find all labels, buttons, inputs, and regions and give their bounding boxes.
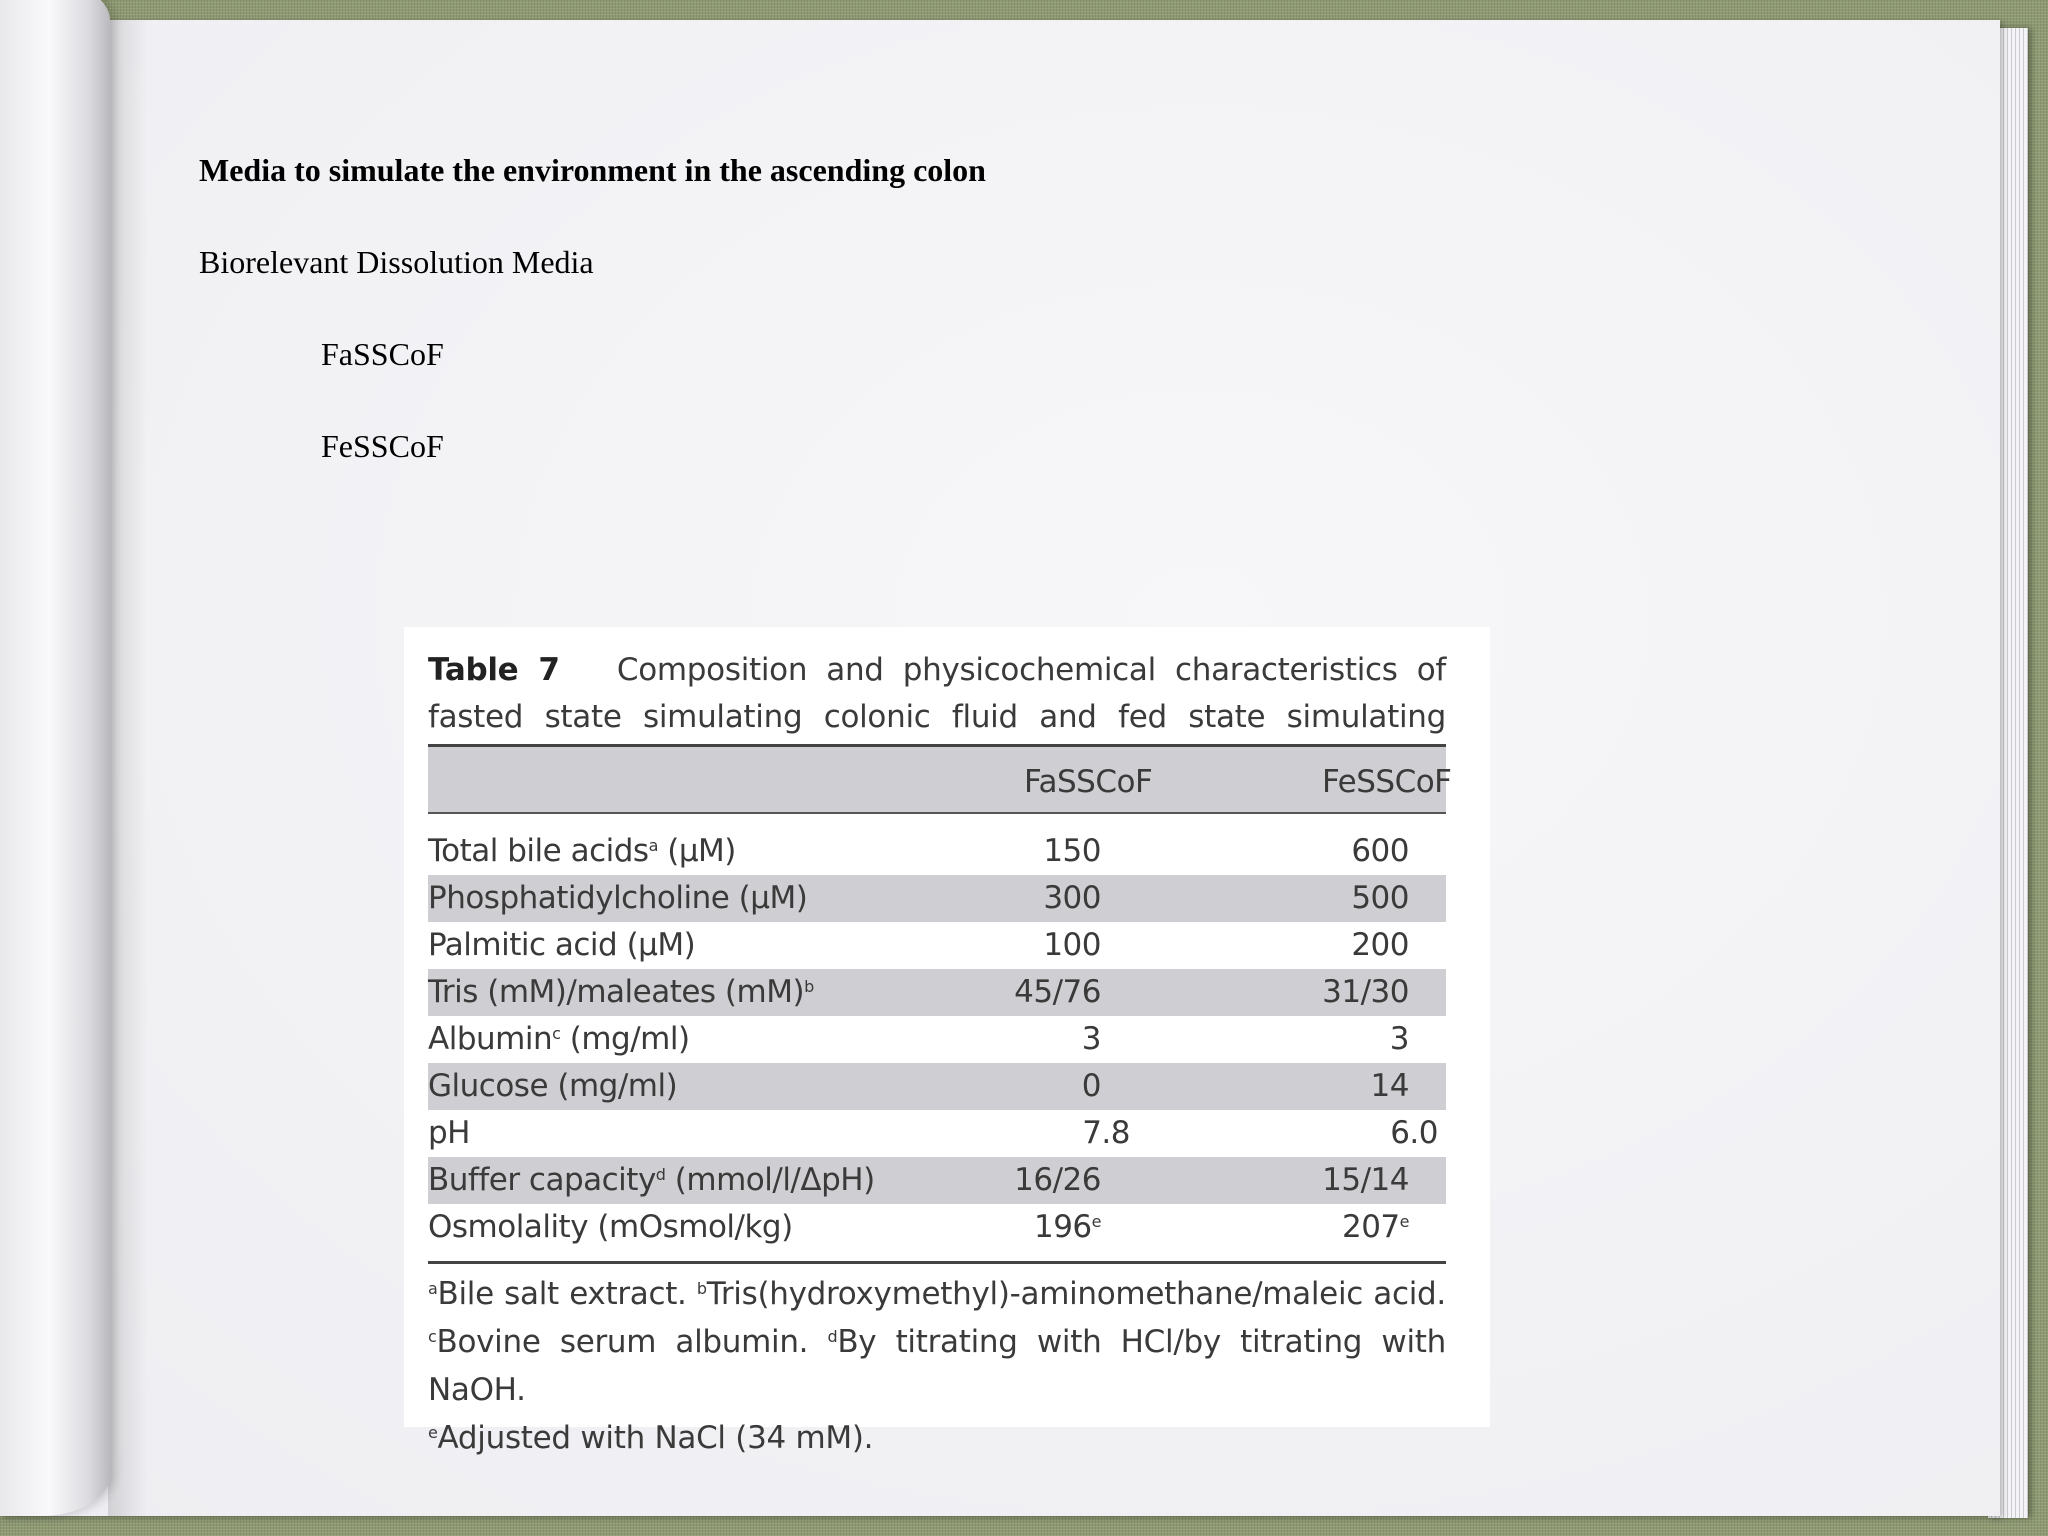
table-header-band xyxy=(428,747,1446,812)
table-row xyxy=(428,969,1446,1016)
cell-fesscof: 207e xyxy=(1341,1209,1409,1245)
table-row xyxy=(428,1063,1446,1110)
table-row xyxy=(428,875,1446,922)
book xyxy=(0,20,2028,1520)
row-label: Glucose (mg/ml) xyxy=(428,1068,678,1104)
section-subheading: Biorelevant Dissolution Media xyxy=(199,244,594,280)
table-header-rule xyxy=(428,812,1446,814)
caption-line-2: state simulating colonic fluid and fed state simulating xyxy=(544,699,1446,735)
media-item-fesscof: FeSSCoF xyxy=(321,428,444,464)
curled-left-page xyxy=(0,0,110,1516)
cell-fasscof: 16/26 xyxy=(1014,1162,1101,1198)
row-label: Tris (mM)/maleates (mM)$^b$ xyxy=(428,974,814,1010)
cell-fesscof: 500 xyxy=(1351,880,1409,916)
cell-fesscof: 600 xyxy=(1351,833,1409,869)
cell-fasscof: 196e xyxy=(1033,1209,1101,1245)
table-row xyxy=(428,1110,1446,1157)
table-body xyxy=(428,828,1446,1251)
caption-line-1: Composition and physicochemical characteristics of fasted xyxy=(428,652,1446,735)
cell-fesscof: 15/14 xyxy=(1322,1162,1409,1198)
column-header-fasscof: FaSSCoF xyxy=(1024,764,1153,800)
table-row xyxy=(428,1204,1446,1251)
cell-fesscof: 31/30 xyxy=(1322,974,1409,1010)
row-label: Buffer capacity$^d$ (mmol/l/ΔpH) xyxy=(428,1162,875,1198)
table-label: Table 7 xyxy=(428,652,560,688)
gutter-shadow xyxy=(108,20,148,1516)
table-bottom-rule xyxy=(428,1261,1446,1264)
row-label: Palmitic acid (μM) xyxy=(428,927,696,963)
cell-fesscof: 3 xyxy=(1389,1021,1409,1057)
table-figure xyxy=(404,627,1490,1456)
cell-fasscof: 45/76 xyxy=(1014,974,1101,1010)
page xyxy=(0,20,2000,1516)
cell-fesscof: 200 xyxy=(1351,927,1409,963)
cell-fasscof: 0 xyxy=(1081,1068,1101,1104)
row-label: Osmolality (mOsmol/kg) xyxy=(428,1209,793,1245)
cell-fasscof: 150 xyxy=(1043,833,1101,869)
cell-fasscof: 100 xyxy=(1043,927,1101,963)
cell-fesscof: 6.0 xyxy=(1390,1115,1438,1151)
row-label: Phosphatidylcholine (μM) xyxy=(428,880,808,916)
table-row xyxy=(428,922,1446,969)
cell-fasscof: 3 xyxy=(1081,1021,1101,1057)
cell-fasscof: 7.8 xyxy=(1082,1115,1130,1151)
page-heading: Media to simulate the environment in the ascending colon xyxy=(199,152,986,188)
media-item-fasscof: FaSSCoF xyxy=(321,336,444,372)
table-row xyxy=(428,828,1446,875)
table-row xyxy=(428,1016,1446,1063)
cell-fasscof: 300 xyxy=(1043,880,1101,916)
row-label: Albumin$^c$ (mg/ml) xyxy=(428,1021,690,1057)
footnote-line: $^e$Adjusted with NaCl (34 mM). xyxy=(428,1420,874,1456)
column-header-fesscof: FeSSCoF xyxy=(1322,764,1452,800)
row-label: pH xyxy=(428,1115,470,1151)
table-row xyxy=(428,1157,1446,1204)
footnote-line: $^a$Bile salt extract. $^b$Tris(hydroxymethyl)-aminomethane/maleic acid. xyxy=(428,1276,1446,1312)
table-footnotes xyxy=(428,1270,1446,1462)
cell-fesscof: 14 xyxy=(1370,1068,1409,1104)
footnote-line: $^c$Bovine serum albumin. $^d$By titrating with HCl/by titrating with NaOH. xyxy=(428,1324,1446,1408)
row-label: Total bile acids$^a$ (μM) xyxy=(428,833,736,869)
